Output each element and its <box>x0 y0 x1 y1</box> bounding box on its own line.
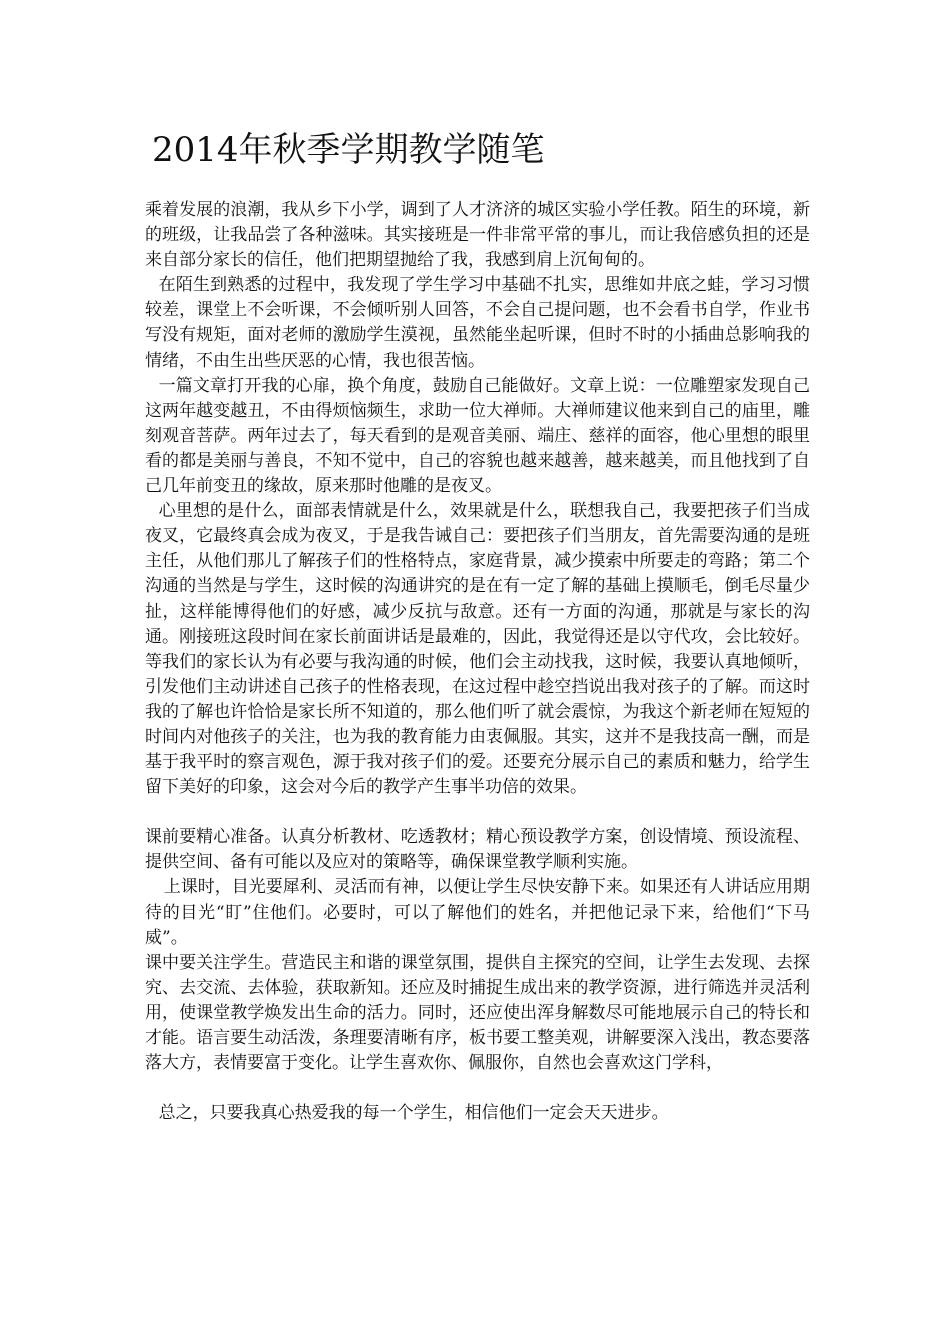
paragraph-6: 上课时，目光要犀利、灵活而有神，以便让学生尽快安静下来。如果还有人讲话应用期待的目光“盯”住他们。必要时，可以了解他们的姓名，并把他记录下来，给他们“下马威”。 <box>145 877 810 948</box>
paragraph-spacer <box>145 800 810 825</box>
paragraph-2: 在陌生到熟悉的过程中，我发现了学生学习中基础不扎实，思维如井底之蛙，学习习惯较差，课堂上不会听课，不会倾听别人回答，不会自己提问题，也不会看书自学，作业书写没有规矩，面对老师的激励学生漠视，虽然能坐起听课，但时不时的小插曲总影响我的情绪，不由生出些厌恶的心情，我也很苦恼。 <box>145 275 810 371</box>
paragraph-5: 课前要精心准备。认真分析教材、吃透教材；精心预设教学方案，创设情境、预设流程、提供空间、备有可能以及应对的策略等，确保课堂教学顺利实施。 <box>145 827 810 873</box>
paragraph-1: 乘着发展的浪潮，我从乡下小学，调到了人才济济的城区实验小学任教。陌生的环境，新的班级，让我品尝了各种滋味。其实接班是一件非常平常的事儿，而让我倍感负担的还是来自部分家长的信任，他们把期望抛给了我，我感到肩上沉甸甸的。 <box>145 200 810 271</box>
document-title: 2014年秋季学期教学随笔 <box>152 130 545 170</box>
paragraph-8: 总之，只要我真心热爱我的每一个学生，相信他们一定会天天进步。 <box>158 1103 669 1124</box>
paragraph-3: 一篇文章打开我的心扉，换个角度，鼓励自己能做好。文章上说：一位雕塑家发现自己这两年越变越丑，不由得烦恼频生，求助一位大禅师。大禅师建议他来到自己的庙里，雕刻观音菩萨。两年过去了，每天看到的是观音美丽、端庄、慈祥的面容，他心里想的眼里看的都是美丽与善良，不知不觉中，自己的容貌也越来越善，越来越美，而且他找到了自己几年前变丑的缘故，原来那时他雕的是夜叉。 <box>145 375 810 497</box>
paragraph-4: 心里想的是什么，面部表情就是什么，效果就是什么，联想我自己，我要把孩子们当成夜叉，它最终真会成为夜叉，于是我告诫自己：要把孩子们当朋友，首先需要沟通的是班主任，从他们那儿了解孩子们的性格特点，家庭背景，减少摸索中所要走的弯路；第二个沟通的当然是与学生，这时候的沟通讲究的是在有一定了解的基础上摸顺毛，倒毛尽量少扯，这样能博得他们的好感，减少反抗与敌意。还有一方面的沟通，那就是与家长的沟通。刚接班这段时间在家长前面讲话是最难的，因此，我觉得还是以守代攻，会比较好。等我们的家长认为有必要与我沟通的时候，他们会主动找我，这时候，我要认真地倾听，引发他们主动讲述自己孩子的性格表现，在这过程中趁空挡说出我对孩子的了解。而这时我的了解也许恰恰是家长所不知道的，那么他们听了就会震惊，为我这个新老师在短短的时间内对他孩子的关注，也为我的教育能力由衷佩服。其实，这并不是我技高一酬，而是基于我平时的察言观色，源于我对孩子们的爱。还要充分展示自己的素质和魅力，给学生留下美好的印象，这会对今后的教学产生事半功倍的效果。 <box>145 501 810 798</box>
document-body <box>145 198 810 1126</box>
paragraph-spacer <box>145 1076 810 1101</box>
paragraph-7: 课中要关注学生。营造民主和谐的课堂氛围，提供自主探究的空间，让学生去发现、去探究、去交流、去体验，获取新知。还应及时捕捉生成出来的教学资源，进行筛选并灵活利用，使课堂教学焕发出生命的活力。同时，还应使出浑身解数尽可能地展示自己的特长和才能。语言要生动活泼，条理要清晰有序，板书要工整美观，讲解要深入浅出，教态要落落大方，表情要富于变化。让学生喜欢你、佩服你，自然也会喜欢这门学科， <box>145 952 810 1074</box>
